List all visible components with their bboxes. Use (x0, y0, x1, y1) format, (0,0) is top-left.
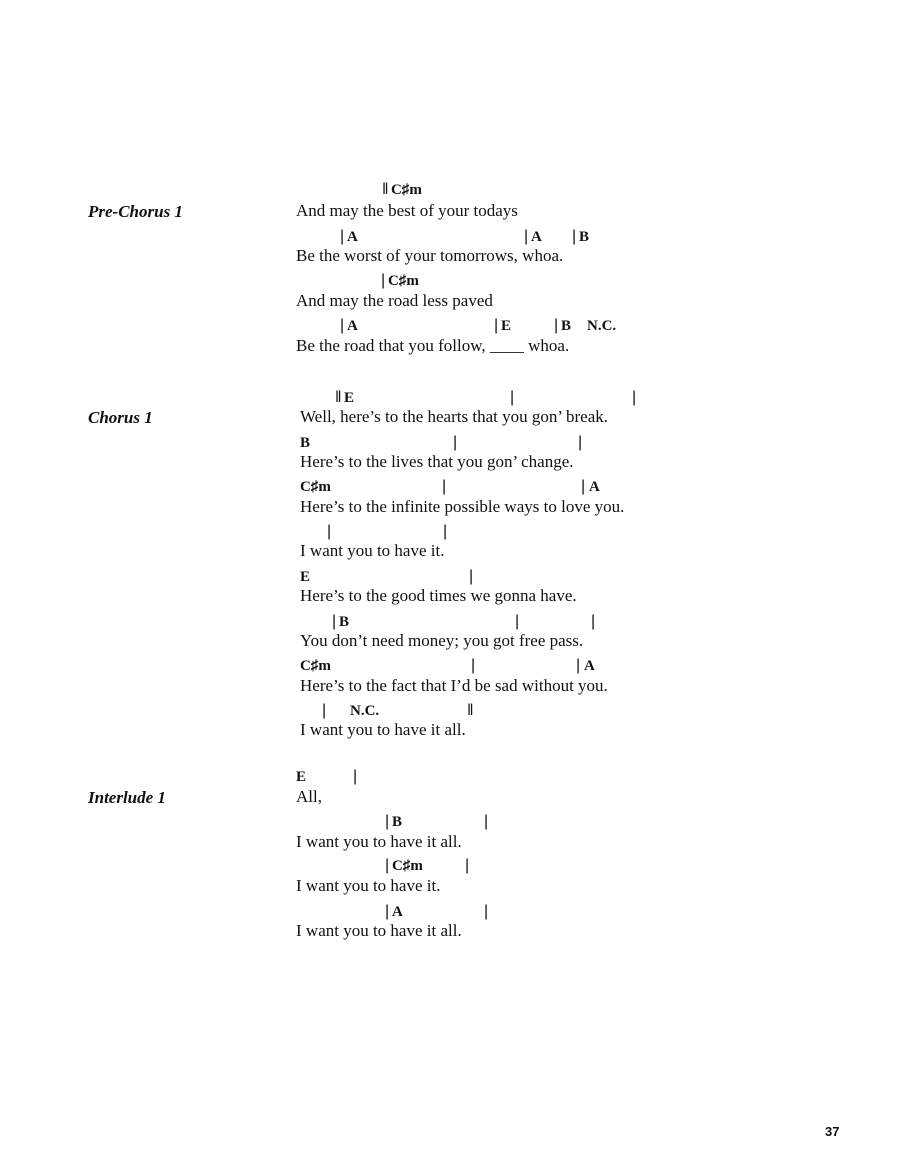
lyric-line: Here’s to the fact that I’d be sad without you. (300, 676, 608, 695)
chord: E (501, 318, 512, 334)
chord: A (531, 229, 542, 245)
chord: B (339, 614, 350, 630)
chord: E (344, 390, 355, 406)
lyric-line: You don’t need money; you got free pass. (300, 631, 584, 650)
lyric-line: And may the road less paved (296, 291, 493, 310)
barline: | (340, 228, 345, 245)
chord: A (392, 904, 403, 920)
lyric-line: And may the best of your todays (296, 201, 518, 220)
lyric-line: All, (296, 787, 322, 806)
barline: | (572, 228, 577, 245)
section-label-pre-chorus-1: Pre-Chorus 1 (88, 202, 183, 221)
chord: B (392, 814, 403, 830)
barline: | (443, 523, 448, 540)
page-number: 37 (825, 1124, 840, 1139)
barline: | (471, 657, 476, 674)
section-label-interlude-1: Interlude 1 (88, 788, 166, 807)
barline: | (632, 389, 637, 406)
barline: | (465, 857, 470, 874)
barline: | (591, 613, 596, 630)
barline: | (385, 903, 390, 920)
barline: | (332, 613, 337, 630)
barline: | (484, 903, 489, 920)
chord: E (300, 569, 311, 585)
double-barline: ‖ (467, 702, 474, 719)
chord: C♯m (300, 479, 331, 495)
barline: | (554, 317, 559, 334)
chord: E (296, 769, 307, 785)
chord: N.C. (587, 318, 617, 334)
chord: C♯m (300, 658, 331, 674)
lyric-line: Be the worst of your tomorrows, whoa. (296, 246, 564, 265)
lyric-line: I want you to have it. (296, 876, 441, 895)
double-barline: ‖ (335, 389, 342, 406)
barline: | (469, 568, 474, 585)
barline: | (385, 857, 390, 874)
lyric-line: Here’s to the good times we gonna have. (300, 586, 577, 605)
chord: C♯m (392, 858, 423, 874)
barline: | (576, 657, 581, 674)
lyric-line: I want you to have it all. (300, 720, 466, 739)
chord: A (584, 658, 595, 674)
barline: | (524, 228, 529, 245)
lyric-line: I want you to have it all. (296, 832, 462, 851)
barline: | (340, 317, 345, 334)
barline: | (327, 523, 332, 540)
barline: | (484, 813, 489, 830)
lyric-line: I want you to have it all. (296, 921, 462, 940)
barline: | (453, 434, 458, 451)
chord: C♯m (391, 182, 422, 198)
chord: A (589, 479, 600, 495)
lyric-line: Be the road that you follow, ____ whoa. (296, 336, 570, 355)
barline: | (353, 768, 358, 785)
barline: | (510, 389, 515, 406)
barline: | (578, 434, 583, 451)
chord: C♯m (388, 273, 419, 289)
chord: A (347, 318, 358, 334)
barline: | (442, 478, 447, 495)
chord: N.C. (350, 703, 380, 719)
chord: B (579, 229, 590, 245)
barline: | (381, 272, 386, 289)
section-label-chorus-1: Chorus 1 (88, 408, 153, 427)
barline: | (515, 613, 520, 630)
chord: B (300, 435, 311, 451)
chord: B (561, 318, 572, 334)
lyric-line: Well, here’s to the hearts that you gon’ break. (300, 407, 608, 426)
chord: A (347, 229, 358, 245)
lyric-line: I want you to have it. (300, 541, 445, 560)
double-barline: ‖ (382, 181, 389, 198)
barline: | (581, 478, 586, 495)
barline: | (322, 702, 327, 719)
lyric-line: Here’s to the infinite possible ways to love you. (300, 497, 625, 516)
barline: | (494, 317, 499, 334)
lyric-line: Here’s to the lives that you gon’ change. (300, 452, 574, 471)
barline: | (385, 813, 390, 830)
